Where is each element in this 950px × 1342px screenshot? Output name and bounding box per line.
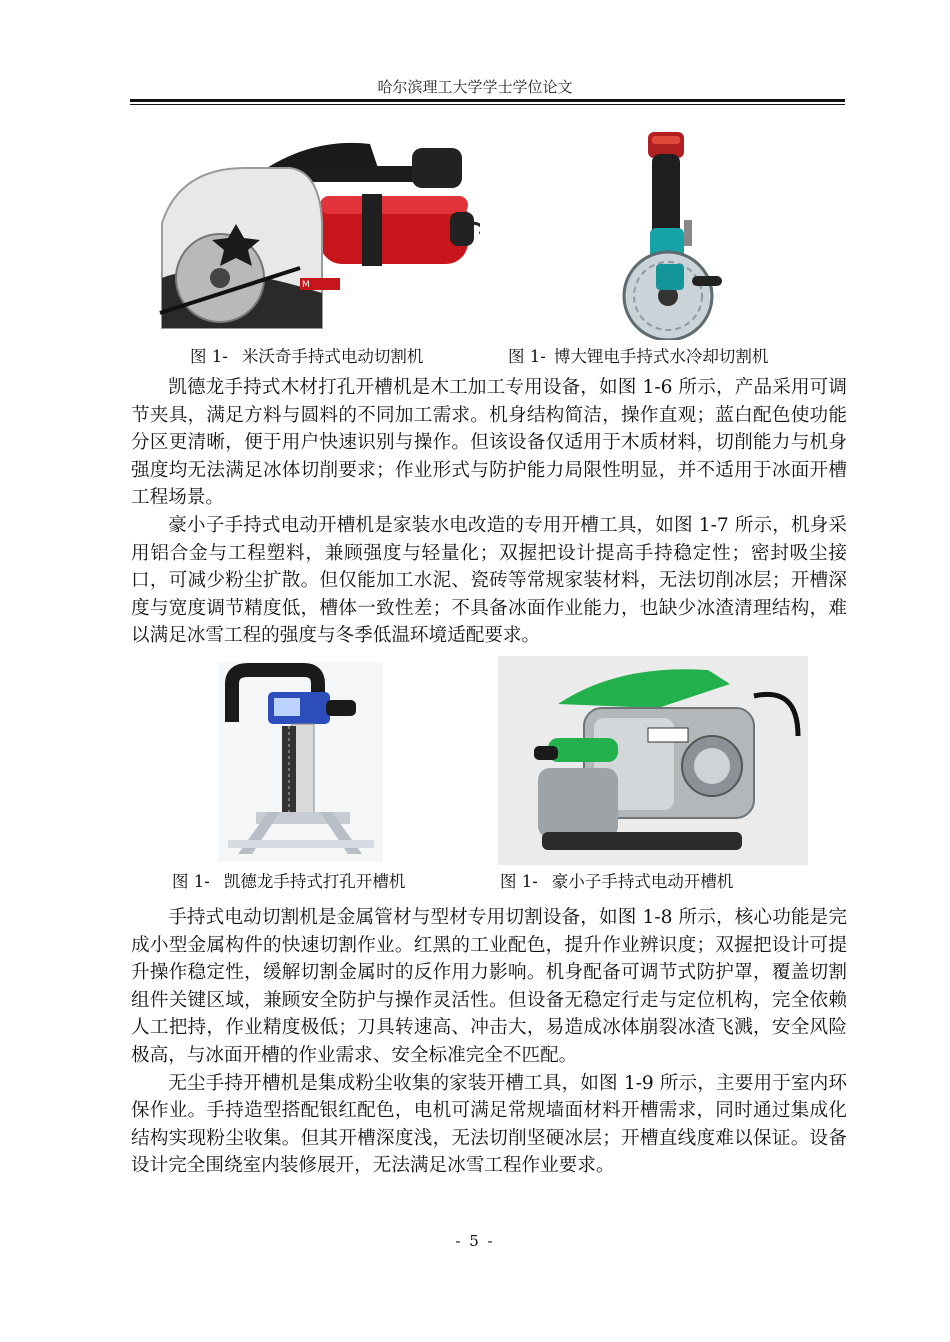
figure-label: 图 1- — [172, 872, 210, 891]
figure-caption-top-right — [508, 343, 768, 367]
svg-text:M: M — [302, 280, 310, 290]
figure-label: 图 1- — [508, 347, 546, 366]
figure-caption-mid-left — [172, 868, 405, 892]
running-header: 哈尔滨理工大学学士学位论文 — [377, 78, 573, 96]
figure-green-chaser-photo — [498, 656, 808, 865]
header-rule-thin — [130, 104, 845, 105]
figure-label: 图 1- — [190, 347, 228, 366]
body-text-block-1 — [131, 374, 847, 650]
figure-mortiser-photo — [218, 662, 383, 862]
header-rule-thick — [130, 99, 845, 102]
figure-title: 凯德龙手持式打孔开槽机 — [223, 872, 406, 891]
figure-caption-mid-right — [500, 868, 733, 892]
paragraph: 无尘手持开槽机是集成粉尘收集的家装开槽工具，如图 1-9 所示，主要用于室内环保作业。手持造型搭配银红配色，电机可满足常规墙面材料开槽需求，同时通过集成化结构实现粉尘收集。但其开槽深度浅，无法切削坚硬冰层；开槽直线度难以保证。设备设计完全围绕室内装修展开，无法满足冰雪工程作业要求。 — [131, 1072, 847, 1177]
figure-wall-chaser-photo — [150, 128, 480, 340]
figure-caption-top-left — [190, 343, 423, 367]
page-number: - 5 - — [455, 1232, 495, 1250]
paragraph: 凯德龙手持式木材打孔开槽机是木工加工专用设备，如图 1-6 所示，产品采用可调节夹具，满足方料与圆料的不同加工需求。机身结构简洁，操作直观；蓝白配色使功能分区更清晰，便于用户快速识别与操作。但该设备仅适用于木质材料，切削能力与机身强度均无法满足冰体切削要求；作业形式与防护能力局限性明显，并不适用于冰面开槽工程场景。 — [131, 377, 847, 509]
paragraph: 豪小子手持式电动开槽机是家装水电改造的专用开槽工具，如图 1-7 所示，机身采用铝合金与工程塑料，兼顾强度与轻量化；双握把设计提高手持稳定性；密封吸尘接口，可减少粉尘扩散。但仅能加工水泥、瓷砖等常规家装材料，无法切削冰层；开槽深度与宽度调节精度低，槽体一致性差；不具备冰面作业能力，也缺少冰渣清理结构，难以满足冰雪工程的强度与冬季低温环境适配要求。 — [131, 514, 847, 647]
figure-title: 豪小子手持式电动开槽机 — [551, 872, 734, 891]
figure-label: 图 1- — [500, 872, 538, 891]
body-text-block-2 — [131, 904, 847, 1180]
figure-title: 博大锂电手持式水冷却切割机 — [553, 347, 769, 366]
paragraph: 手持式电动切割机是金属管材与型材专用切割设备，如图 1-8 所示，核心功能是完成小型金属构件的快速切割作业。红黑的工业配色，提升作业辨识度；双握把设计可提升操作稳定性，缓解切割金属时的反作用力影响。机身配备可调节式防护罩，覆盖切割组件关键区域，兼顾安全防护与操作灵活性。但设备无稳定行走与定位机构，完全依赖人工把持，作业精度极低；刀具转速高、冲击大，易造成冰体崩裂冰渣飞溅，安全风险极高，与冰面开槽的作业需求、安全标准完全不匹配。 — [131, 907, 847, 1066]
figure-cordless-cutter-photo — [608, 128, 726, 340]
figure-title: 米沃奇手持式电动切割机 — [241, 347, 424, 366]
